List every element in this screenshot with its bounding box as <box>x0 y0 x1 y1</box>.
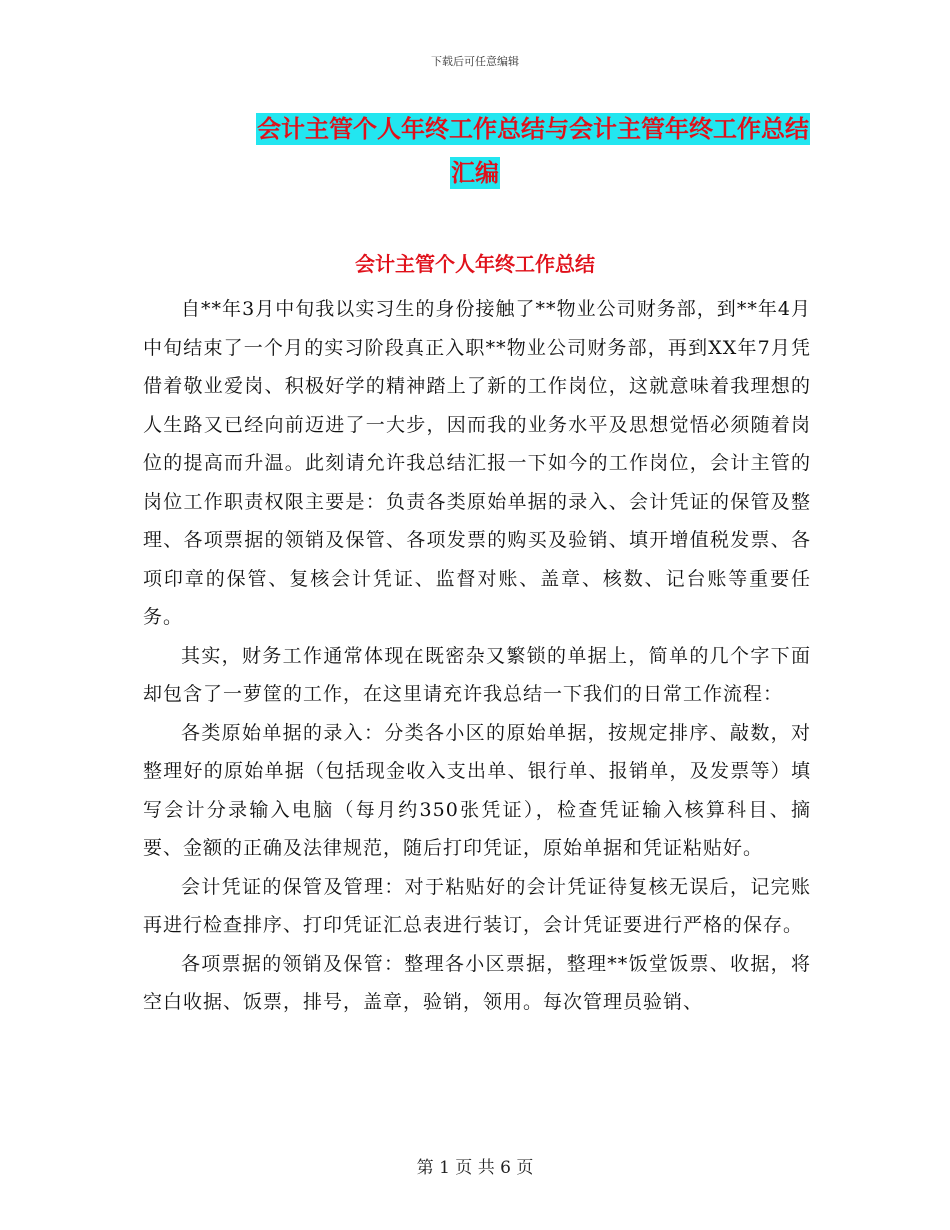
paragraph: 自**年3月中旬我以实习生的身份接触了**物业公司财务部，到**年4月中旬结束了一个月的实习阶段真正入职**物业公司财务部，再到XX年7月凭借着敬业爱岗、积极好学的精神踏上了新的工作岗位，这就意味着我理想的人生路又已经向前迈进了一大步，因而我的业务水平及思想觉悟必须随着岗位的提高而升温。此刻请允许我总结汇报一下如今的工作岗位，会计主管的岗位工作职责权限主要是：负责各类原始单据的录入、会计凭证的保管及整理、各项票据的领销及保管、各项发票的购买及验销、填开增值税发票、各项印章的保管、复核会计凭证、监督对账、盖章、核数、记台账等重要任务。 <box>143 298 811 628</box>
page-number: 第 1 页 共 6 页 <box>416 1158 534 1178</box>
document-title <box>140 107 810 195</box>
paragraph: 各类原始单据的录入：分类各小区的原始单据，按规定排序、敲数，对整理好的原始单据（包括现金收入支出单、银行单、报销单，及发票等）填写会计分录输入电脑（每月约350张凭证），检查凭证输入核算科目、摘要、金额的正确及法律规范，随后打印凭证，原始单据和凭证粘贴好。 <box>143 721 811 859</box>
document-body <box>143 290 811 1022</box>
paragraph: 会计凭证的保管及管理：对于粘贴好的会计凭证待复核无误后，记完账再进行检查排序、打印凭证汇总表进行装订，会计凭证要进行严格的保存。 <box>143 875 811 936</box>
page-header-note: 下载后可任意编辑 <box>431 55 519 68</box>
paragraph: 各项票据的领销及保管：整理各小区票据，整理**饭堂饭票、收据，将空白收据、饭票，排号，盖章，验销，领用。每次管理员验销、 <box>143 952 811 1013</box>
section-title: 会计主管个人年终工作总结 <box>355 252 595 276</box>
document-title-line2: 汇编 <box>451 159 499 187</box>
paragraph: 其实，财务工作通常体现在既密杂又繁锁的单据上，简单的几个字下面却包含了一萝筐的工作，在这里请充许我总结一下我们的日常工作流程： <box>143 644 811 705</box>
document-title-line1: 会计主管个人年终工作总结与会计主管年终工作总结 <box>257 115 809 143</box>
